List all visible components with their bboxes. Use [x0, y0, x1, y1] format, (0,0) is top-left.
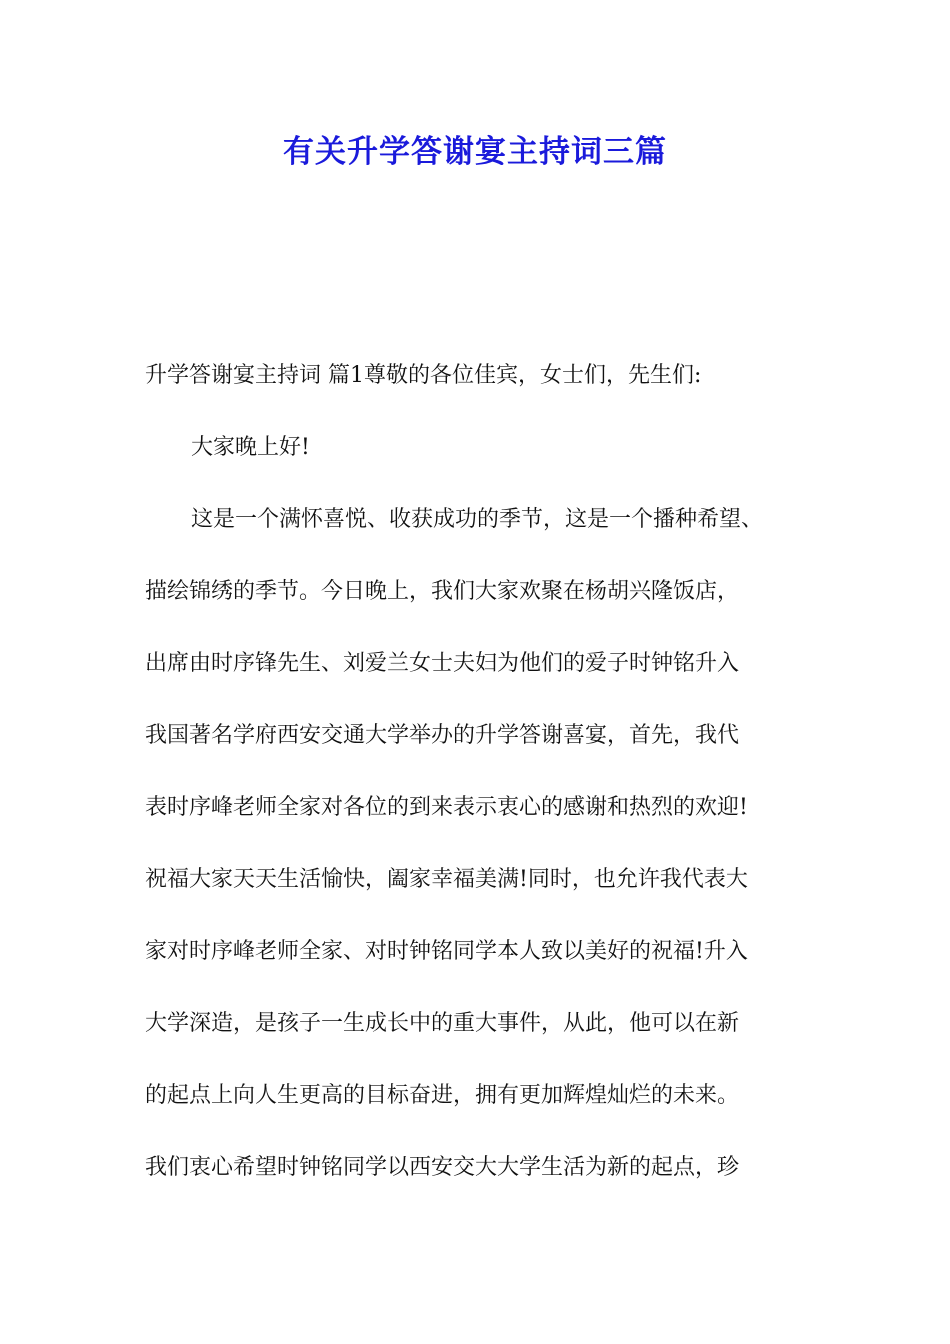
text-line: 这是一个满怀喜悦、收获成功的季节，这是一个播种希望、	[191, 507, 764, 532]
text-line: 表时序峰老师全家对各位的到来表示衷心的感谢和热烈的欢迎!	[145, 795, 748, 820]
text-line: 出席由时序锋先生、刘爱兰女士夫妇为他们的爱子时钟铭升入	[145, 651, 740, 676]
text-line: 的起点上向人生更高的目标奋进，拥有更加辉煌灿烂的未来。	[145, 1083, 740, 1108]
text-line: 我国著名学府西安交通大学举办的升学答谢喜宴，首先，我代	[145, 723, 740, 748]
document-title: 有关升学答谢宴主持词三篇	[283, 134, 667, 170]
text-line: 我们衷心希望时钟铭同学以西安交大大学生活为新的起点，珍	[145, 1155, 740, 1180]
document-body	[145, 340, 835, 1204]
text-line: 升学答谢宴主持词 篇1尊敬的各位佳宾，女士们，先生们:	[145, 363, 702, 388]
text-line: 祝福大家天天生活愉快，阖家幸福美满!同时，也允许我代表大	[145, 867, 748, 892]
text-line: 描绘锦绣的季节。今日晚上，我们大家欢聚在杨胡兴隆饭店，	[145, 579, 740, 604]
text-line: 大家晚上好!	[191, 435, 310, 460]
text-line: 家对时序峰老师全家、对时钟铭同学本人致以美好的祝福!升入	[145, 939, 748, 964]
text-line: 大学深造，是孩子一生成长中的重大事件，从此，他可以在新	[145, 1011, 740, 1036]
